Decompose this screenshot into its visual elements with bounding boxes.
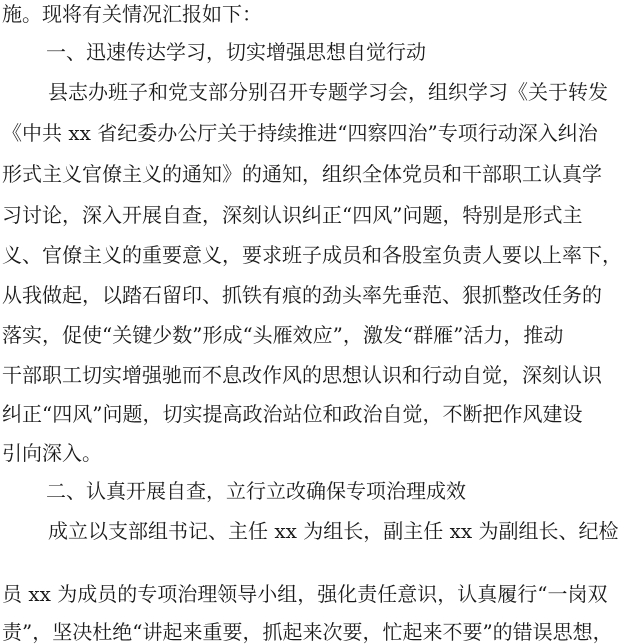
paragraph-line: 引向深入。 (2, 441, 102, 465)
paragraph-line: 责”，坚决杜绝“讲起来重要，抓起来次要，忙起来不要”的错误思想， (2, 620, 613, 644)
paragraph-line: 施。现将有关情况汇报如下： (2, 2, 262, 26)
paragraph-line: 纠正“四风”问题，切实提高政治站位和政治自觉，不断把作风建设 (2, 402, 583, 426)
section-heading-1: 一、迅速传达学习，切实增强思想自觉行动 (46, 40, 426, 64)
paragraph-line: 义、官僚主义的重要意义，要求班子成员和各股室负责人要以上率下， (2, 243, 622, 267)
paragraph-line: 成立以支部组书记、主任 xx 为组长，副主任 xx 为副组长、纪检 (48, 519, 619, 543)
section-heading-2: 二、认真开展自查，立行立改确保专项治理成效 (46, 479, 466, 503)
paragraph-line: 从我做起，以踏石留印、抓铁有痕的劲头率先垂范、狠抓整改任务的 (2, 283, 602, 307)
paragraph-line: 习讨论，深入开展自查，深刻认识纠正“四风”问题，特别是形式主 (2, 203, 583, 227)
paragraph-line: 员 xx 为成员的专项治理领导小组，强化责任意识，认真履行“一岗双 (2, 582, 608, 606)
paragraph-line: 干部职工切实增强驰而不息改作风的思想认识和行动自觉，深刻认识 (2, 363, 602, 387)
paragraph-line: 县志办班子和党支部分别召开专题学习会，组织学习《关于转发 (48, 80, 608, 104)
paragraph-line: 《中共 xx 省纪委办公厅关于持续推进“四察四治”专项行动深入纠治 (2, 121, 598, 145)
paragraph-line: 落实，促使“关键少数”形成“头雁效应”，激发“群雁”活力，推动 (2, 323, 564, 347)
paragraph-line: 形式主义官僚主义的通知》的通知，组织全体党员和干部职工认真学 (2, 162, 602, 186)
